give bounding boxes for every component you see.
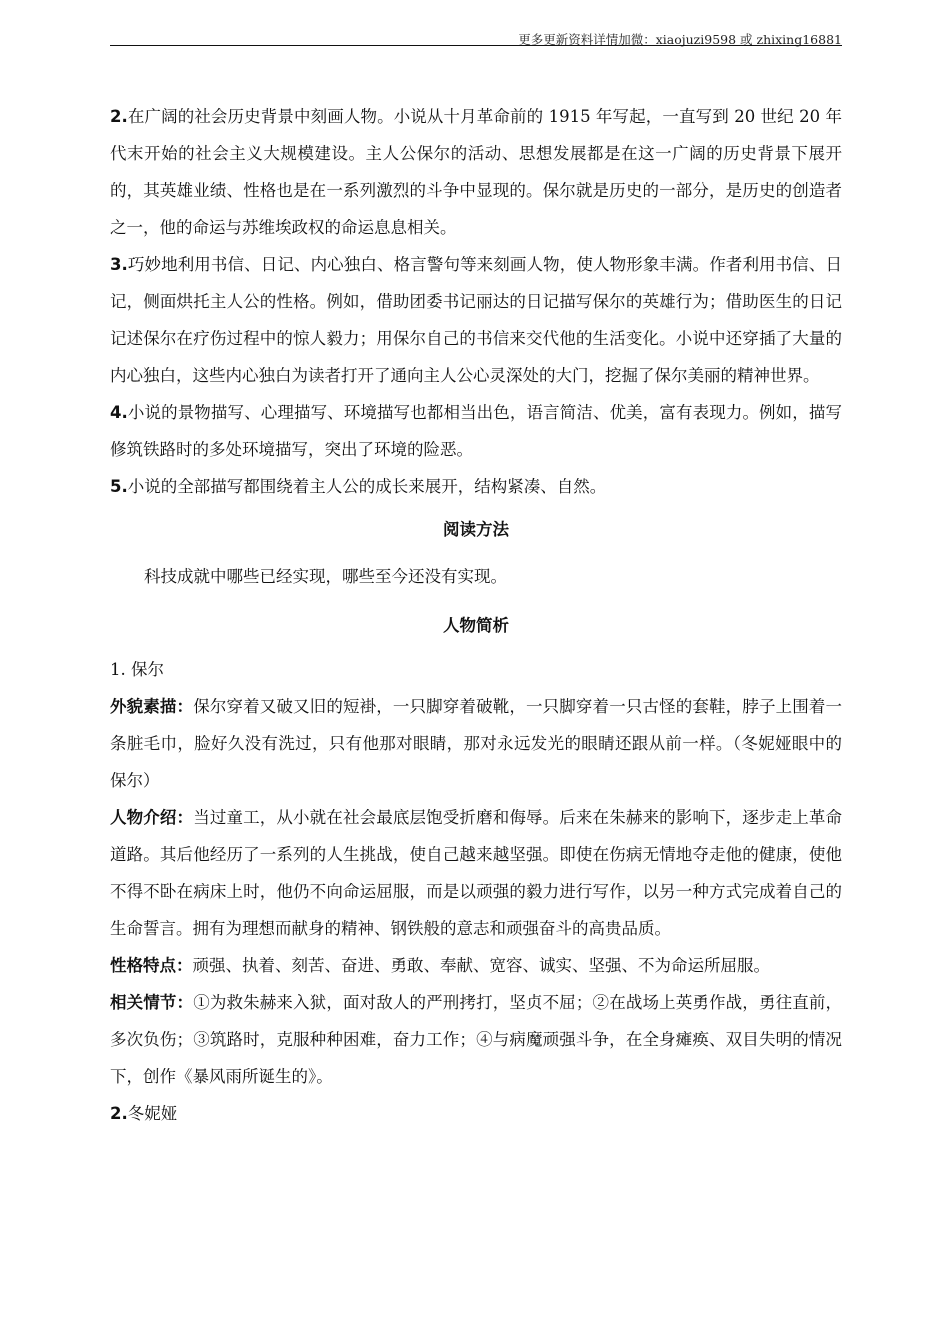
paul-plot — [110, 984, 842, 1095]
traits-label: 性格特点： — [110, 956, 193, 975]
intro-text: 当过童工，从小就在社会最底层饱受折磨和侮辱。后来在朱赫来的影响下，逐步走上革命道路。其后他经历了一系列的人生挑战，使自己越来越坚强。即使在伤病无情地夺走他的健康，使他不得不卧在病床上时，他仍不向命运屈服，而是以顽强的毅力进行写作，以另一种方式完成着自己的生命誓言。拥有为理想而献身的精神、钢铁般的意志和顽强奋斗的高贵品质。 — [110, 808, 843, 938]
feature-number: 3. — [110, 255, 128, 274]
feature-text: 在广阔的社会历史背景中刻画人物。小说从十月革命前的 1915 年写起，一直写到 20 世纪 20 年代末开始的社会主义大规模建设。主人公保尔的活动、思想发展都是在这一广阔的历史背景下展开的，其英雄业绩、性格也是在一系列激烈的斗争中显现的。保尔就是历史的一部分，是历史的创造者之一，他的命运与苏维埃政权的命运息息相关。 — [110, 107, 842, 237]
tonya-number: 2. — [110, 1104, 128, 1123]
page-header: 更多更新资料详情加微：xiaojuzi9598 或 zhixing16881 — [518, 32, 842, 47]
feature-item — [110, 246, 842, 394]
header-divider — [110, 45, 842, 46]
reading-method-text: 科技成就中哪些已经实现，哪些至今还没有实现。 — [144, 567, 507, 586]
document-body — [110, 98, 842, 1132]
appearance-text: 保尔穿着又破又旧的短褂，一只脚穿着破靴，一只脚穿着一只古怪的套鞋，脖子上围着一条脏毛巾，脸好久没有洗过，只有他那对眼睛，那对永远发光的眼睛还跟从前一样。（冬妮娅眼中的保尔） — [110, 697, 843, 790]
appearance-label: 外貌素描： — [110, 697, 194, 716]
character-title-tonya — [110, 1095, 842, 1132]
reading-method-heading: 阅读方法 — [443, 520, 509, 539]
tonya-name: 冬妮娅 — [127, 1104, 178, 1123]
paul-traits — [110, 947, 842, 984]
feature-number: 4. — [110, 403, 128, 422]
feature-item — [110, 394, 842, 468]
feature-item — [110, 98, 842, 246]
paul-appearance — [110, 688, 842, 799]
character-title-paul: 1. 保尔 — [110, 660, 164, 679]
plot-label: 相关情节： — [110, 993, 194, 1012]
feature-item — [110, 468, 842, 505]
feature-text: 小说的全部描写都围绕着主人公的成长来展开，结构紧凑、自然。 — [127, 477, 607, 496]
traits-text: 顽强、执着、刻苦、奋进、勇敢、奉献、宽容、诚实、坚强、不为命运所屈服。 — [192, 956, 770, 975]
intro-label: 人物介绍： — [110, 808, 194, 827]
feature-text: 小说的景物描写、心理描写、环境描写也都相当出色，语言简洁、优美，富有表现力。例如，描写修筑铁路时的多处环境描写，突出了环境的险恶。 — [110, 403, 842, 459]
feature-number: 2. — [110, 107, 128, 126]
feature-number: 5. — [110, 477, 128, 496]
plot-text: ①为救朱赫来入狱，面对敌人的严刑拷打，坚贞不屈；②在战场上英勇作战，勇往直前，多次负伤；③筑路时，克服种种困难，奋力工作；④与病魔顽强斗争，在全身瘫痪、双目失明的情况下，创作《暴风雨所诞生的》。 — [110, 993, 843, 1086]
paul-intro — [110, 799, 842, 947]
feature-text: 巧妙地利用书信、日记、内心独白、格言警句等来刻画人物，使人物形象丰满。作者利用书信、日记，侧面烘托主人公的性格。例如，借助团委书记丽达的日记描写保尔的英雄行为；借助医生的日记记述保尔在疗伤过程中的惊人毅力；用保尔自己的书信来交代他的生活变化。小说中还穿插了大量的内心独白，这些内心独白为读者打开了通向主人公心灵深处的大门，挖掘了保尔美丽的精神世界。 — [110, 255, 842, 385]
characters-heading: 人物简析 — [443, 616, 509, 635]
